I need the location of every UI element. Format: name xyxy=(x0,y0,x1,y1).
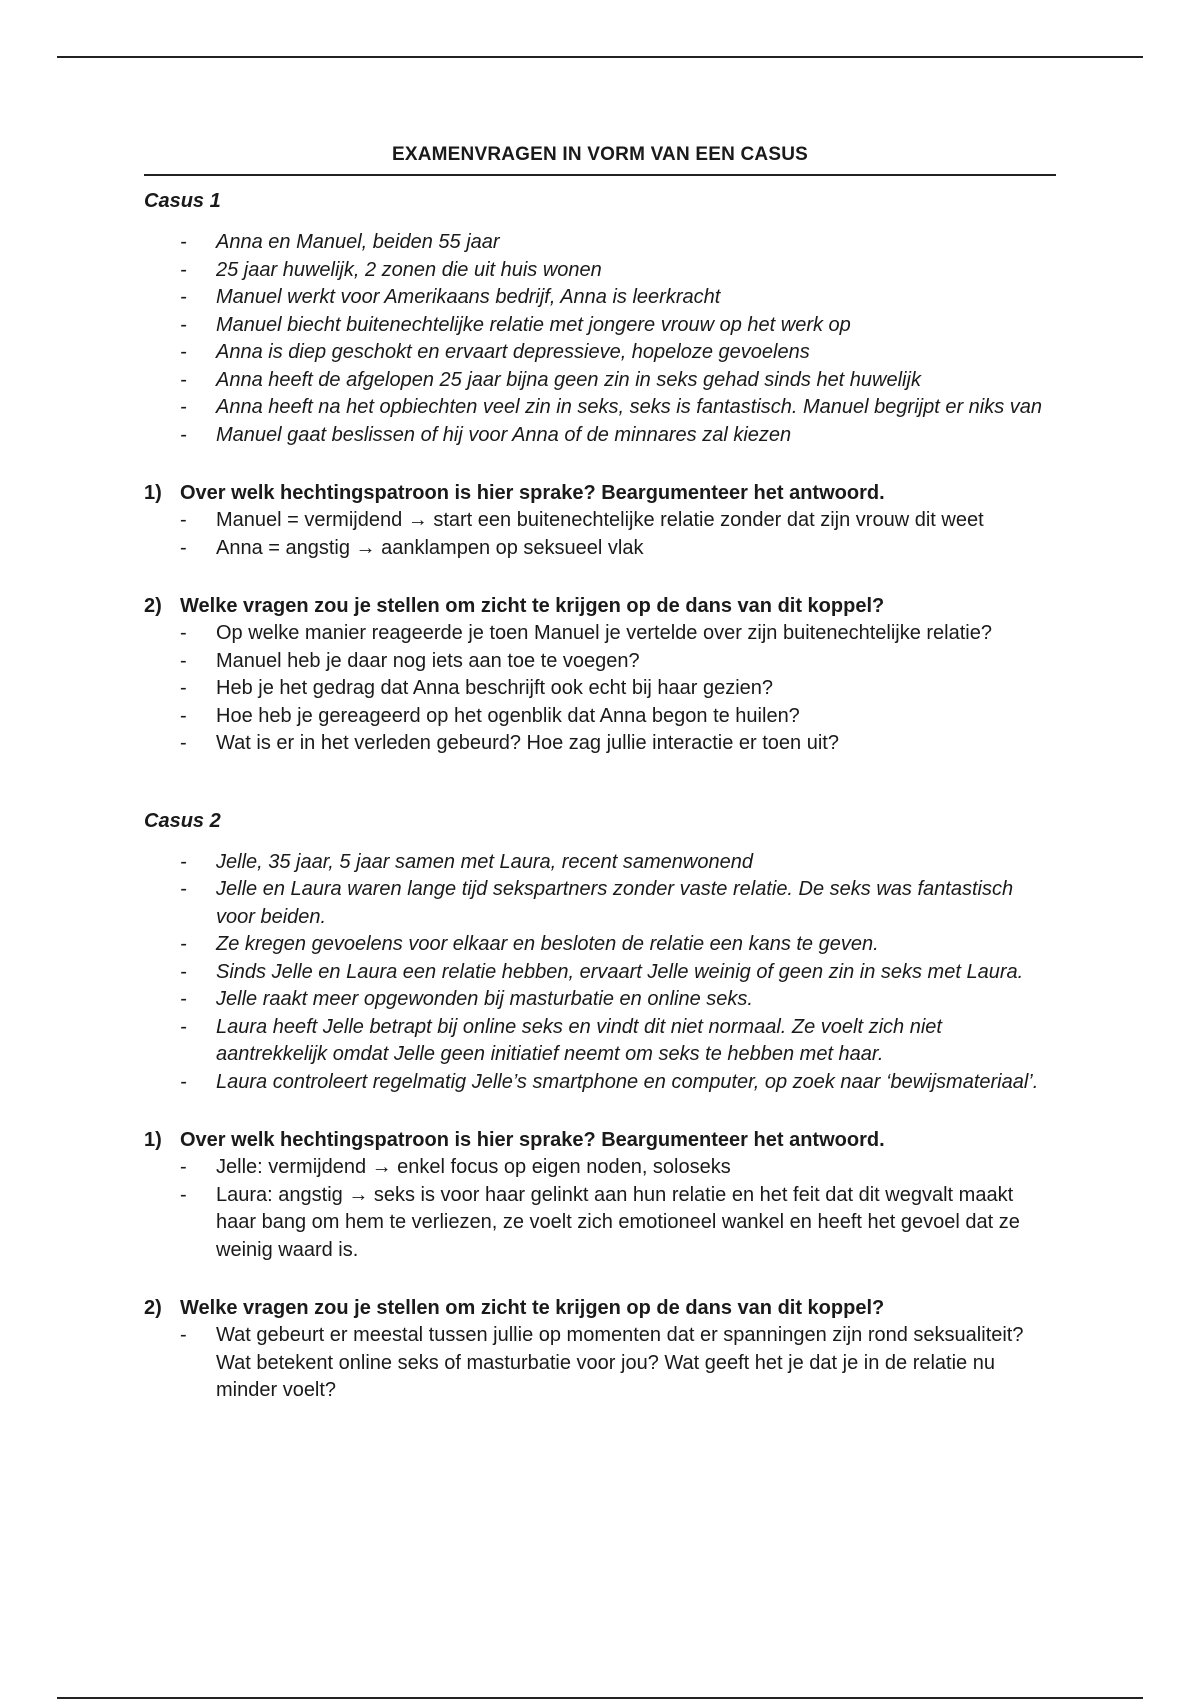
list-item: - Anna = angstig → aanklampen op seksueel vlak xyxy=(144,535,1056,563)
list-item: - Anna heeft de afgelopen 25 jaar bijna geen zin in seks gehad sinds het huwelijk xyxy=(144,367,1056,395)
list-item: - Op welke manier reageerde je toen Manuel je vertelde over zijn buitenechtelijke relatie? xyxy=(144,620,1056,648)
page-bottom-rule xyxy=(57,1697,1143,1699)
casus-facts-list xyxy=(144,229,1056,449)
question-block xyxy=(144,1126,1056,1264)
list-item: - Manuel heb je daar nog iets aan toe te voegen? xyxy=(144,648,1056,676)
question-block xyxy=(144,1294,1056,1405)
list-item: - Manuel biecht buitenechtelijke relatie met jongere vrouw op het werk op xyxy=(144,312,1056,340)
list-item: - Wat is er in het verleden gebeurd? Hoe zag jullie interactie er toen uit? xyxy=(144,730,1056,758)
casus-facts-list xyxy=(144,849,1056,1097)
list-item: - Anna heeft na het opbiechten veel zin in seks, seks is fantastisch. Manuel begrijpt er niks van xyxy=(144,394,1056,422)
list-item: - Laura controleert regelmatig Jelle’s smartphone en computer, op zoek naar ‘bewijsmateriaal’. xyxy=(144,1069,1056,1097)
answer-list xyxy=(144,507,1056,562)
answer-list xyxy=(144,620,1056,758)
casus-1-section xyxy=(144,190,1056,758)
list-item: - Jelle: vermijdend → enkel focus op eigen noden, soloseks xyxy=(144,1154,1056,1182)
answer-list xyxy=(144,1154,1056,1264)
list-item: - Anna en Manuel, beiden 55 jaar xyxy=(144,229,1056,257)
question-text: Over welk hechtingspatroon is hier sprake? Beargumenteer het antwoord. xyxy=(180,1129,885,1151)
list-item: - Manuel = vermijdend → start een buitenechtelijke relatie zonder dat zijn vrouw dit weet xyxy=(144,507,1056,535)
question-block xyxy=(144,592,1056,758)
list-item: - 25 jaar huwelijk, 2 zonen die uit huis wonen xyxy=(144,257,1056,285)
casus-2-section xyxy=(144,810,1056,1405)
question-heading xyxy=(144,1294,1056,1322)
list-item: - Laura heeft Jelle betrapt bij online seks en vindt dit niet normaal. Ze voelt zich niet aantrekkelijk omdat Jelle geen initiatief neemt om seks te hebben met haar. xyxy=(144,1014,1056,1069)
list-item: - Manuel werkt voor Amerikaans bedrijf, Anna is leerkracht xyxy=(144,284,1056,312)
document-body xyxy=(144,144,1056,1405)
list-item: - Sinds Jelle en Laura een relatie hebben, ervaart Jelle weinig of geen zin in seks met Laura. xyxy=(144,959,1056,987)
question-heading xyxy=(144,1126,1056,1154)
page-title: EXAMENVRAGEN IN VORM VAN EEN CASUS xyxy=(144,144,1056,176)
question-text: Welke vragen zou je stellen om zicht te krijgen op de dans van dit koppel? xyxy=(180,1297,885,1319)
question-number: 2) xyxy=(144,595,162,617)
list-item: - Laura: angstig → seks is voor haar gelinkt aan hun relatie en het feit dat dit wegvalt maakt haar bang om hem te verliezen, ze voelt zich emotioneel wankel en heeft het gevoel dat ze weinig waard is. xyxy=(144,1182,1056,1265)
list-item: - Hoe heb je gereageerd op het ogenblik dat Anna begon te huilen? xyxy=(144,703,1056,731)
list-item: - Heb je het gedrag dat Anna beschrijft ook echt bij haar gezien? xyxy=(144,675,1056,703)
question-text: Welke vragen zou je stellen om zicht te krijgen op de dans van dit koppel? xyxy=(180,595,885,617)
question-number: 2) xyxy=(144,1297,162,1319)
question-heading xyxy=(144,592,1056,620)
question-text: Over welk hechtingspatroon is hier sprake? Beargumenteer het antwoord. xyxy=(180,482,885,504)
list-item: - Jelle en Laura waren lange tijd sekspartners zonder vaste relatie. De seks was fantastisch voor beiden. xyxy=(144,876,1056,931)
question-heading xyxy=(144,479,1056,507)
page-top-rule xyxy=(57,56,1143,58)
question-number: 1) xyxy=(144,1129,162,1151)
list-item: - Wat gebeurt er meestal tussen jullie op momenten dat er spanningen zijn rond seksualiteit? Wat betekent online seks of masturbatie voor jou? Wat geeft het je dat je in de relatie nu minder voelt? xyxy=(144,1322,1056,1405)
question-block xyxy=(144,479,1056,562)
list-item: - Jelle raakt meer opgewonden bij masturbatie en online seks. xyxy=(144,986,1056,1014)
list-item: - Manuel gaat beslissen of hij voor Anna of de minnares zal kiezen xyxy=(144,422,1056,450)
list-item: - Ze kregen gevoelens voor elkaar en besloten de relatie een kans te geven. xyxy=(144,931,1056,959)
list-item: - Jelle, 35 jaar, 5 jaar samen met Laura, recent samenwonend xyxy=(144,849,1056,877)
answer-list xyxy=(144,1322,1056,1405)
question-number: 1) xyxy=(144,482,162,504)
casus-heading: Casus 2 xyxy=(144,809,221,832)
list-item: - Anna is diep geschokt en ervaart depressieve, hopeloze gevoelens xyxy=(144,339,1056,367)
casus-heading: Casus 1 xyxy=(144,190,221,212)
